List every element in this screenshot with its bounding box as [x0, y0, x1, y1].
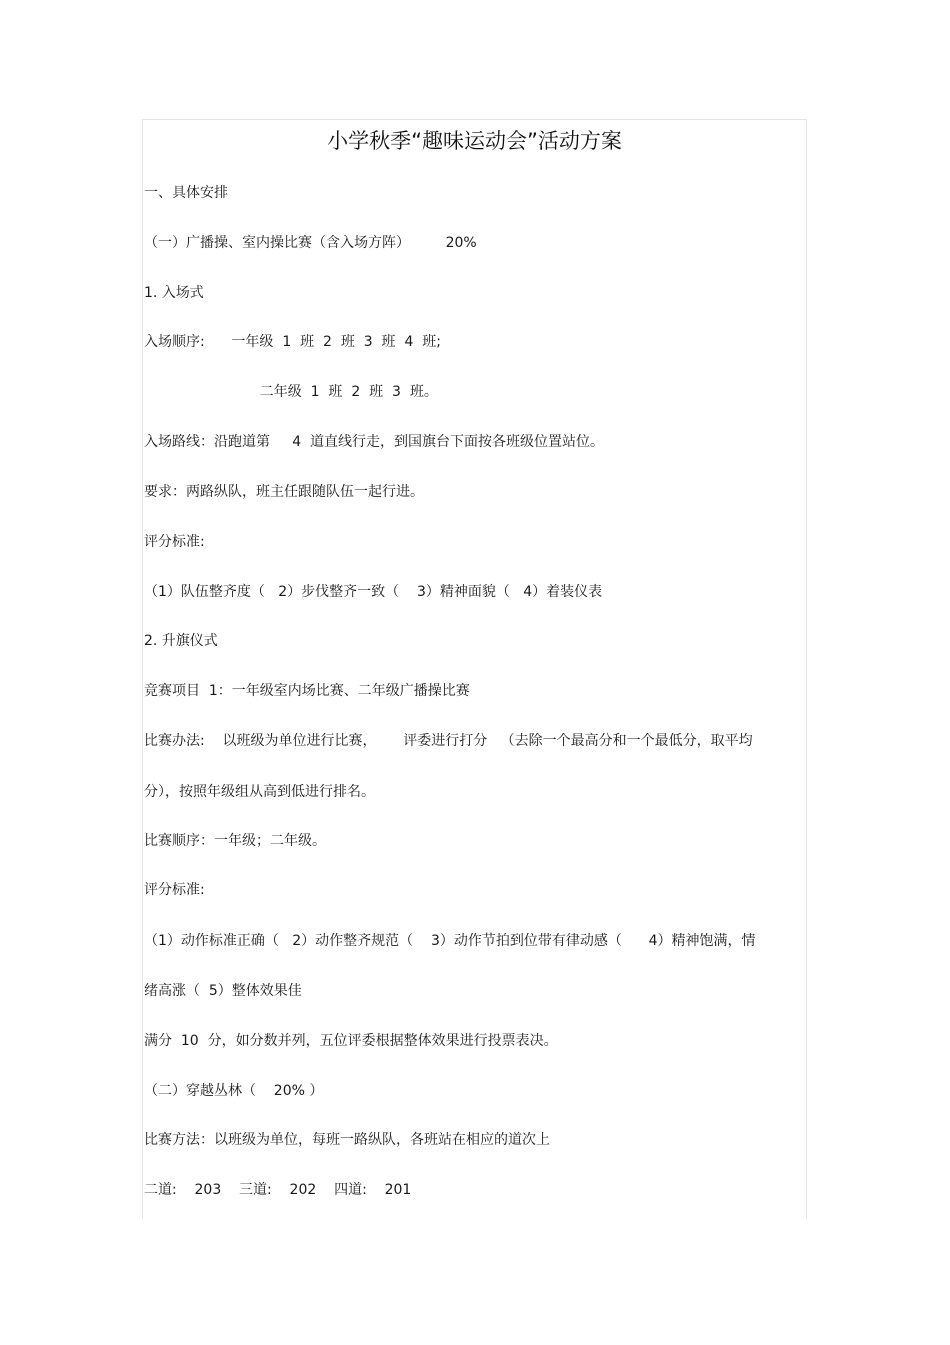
subsection-heading-jungle: （二）穿越丛林（ 20% ） — [144, 1083, 324, 1099]
competition-order: 比赛顺序：一年级；二年级。 — [144, 833, 326, 849]
competition-item-1: 竞赛项目 1：一年级室内场比赛、二年级广播操比赛 — [144, 683, 470, 699]
entrance-requirement: 要求：两路纵队，班主任跟随队伍一起行进。 — [144, 484, 424, 500]
item-heading-entrance: 1. 入场式 — [144, 285, 204, 301]
item-heading-flag-ceremony: 2. 升旗仪式 — [144, 633, 218, 649]
scoring-criteria-list-2-line-2: 绪高涨（ 5）整体效果佳 — [144, 983, 302, 999]
entrance-order-line-1: 入场顺序: 一年级 1 班 2 班 3 班 4 班; — [144, 334, 441, 350]
page-frame — [142, 119, 807, 1219]
entrance-order-line-2: 二年级 1 班 2 班 3 班。 — [144, 384, 438, 400]
scoring-criteria-list-2-line-1: （1）动作标准正确（ 2）动作整齐规范（ 3）动作节拍到位带有律动感（ 4）精神饱满，情 — [144, 933, 756, 949]
section-heading-1: 一、具体安排 — [144, 185, 228, 201]
scoring-criteria-label-2: 评分标准: — [144, 882, 205, 898]
jungle-competition-method: 比赛方法：以班级为单位，每班一路纵队，各班站在相应的道次上 — [144, 1132, 550, 1148]
subsection-heading-broadcast-exercise: （一）广播操、室内操比赛（含入场方阵） 20% — [144, 235, 477, 251]
competition-method-line-2: 分），按照年级组从高到低进行排名。 — [144, 784, 375, 800]
full-score-rule: 满分 10 分，如分数并列，五位评委根据整体效果进行投票表决。 — [144, 1033, 558, 1049]
document-title: 小学秋季“趣味运动会”活动方案 — [327, 129, 622, 153]
lane-assignment: 二道: 203 三道: 202 四道: 201 — [144, 1182, 412, 1198]
entrance-route: 入场路线：沿跑道第 4 道直线行走，到国旗台下面按各班级位置站位。 — [144, 434, 605, 450]
scoring-criteria-list-1: （1）队伍整齐度（ 2）步伐整齐一致（ 3）精神面貌（ 4）着装仪表 — [144, 584, 603, 600]
competition-method-line-1: 比赛办法: 以班级为单位进行比赛， 评委进行打分 （去除一个最高分和一个最低分，取平均 — [144, 733, 753, 749]
scoring-criteria-label-1: 评分标准: — [144, 534, 205, 550]
